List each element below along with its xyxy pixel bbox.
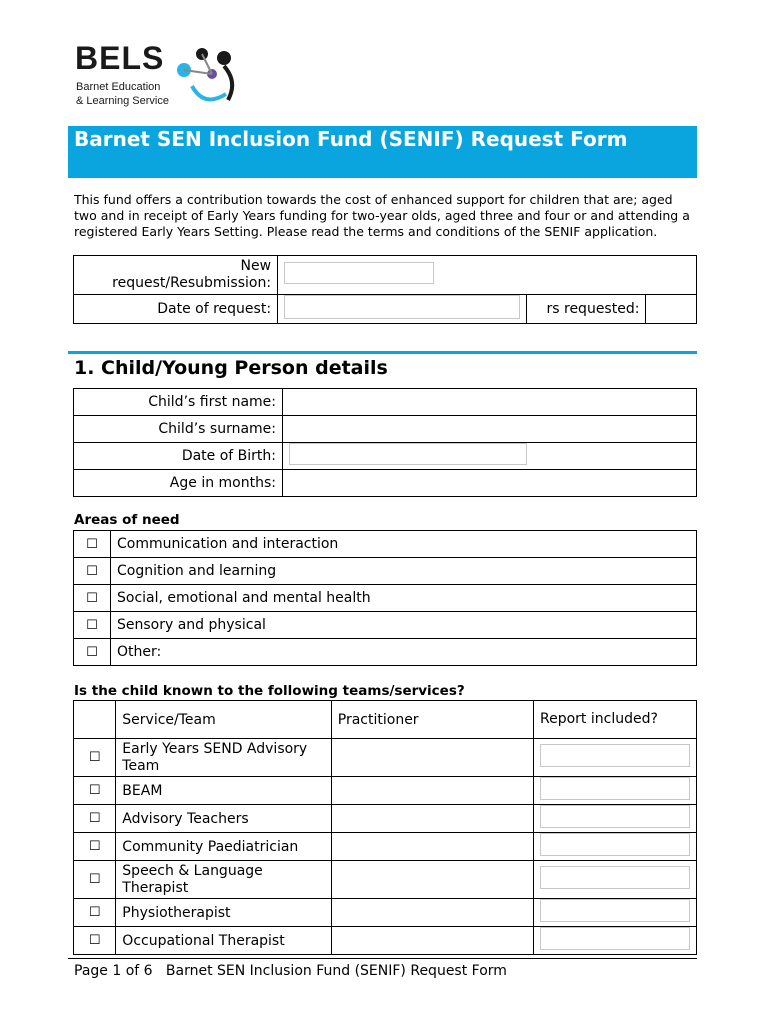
first-name-input[interactable] xyxy=(283,389,697,416)
new-request-cell xyxy=(278,256,697,295)
area-checkbox[interactable]: ☐ xyxy=(74,531,111,558)
first-name-label: Child’s first name: xyxy=(74,389,283,416)
logo-subtitle-line2: & Learning Service xyxy=(76,95,169,107)
report-cell xyxy=(534,805,697,833)
logo-subtitle-line1: Barnet Education xyxy=(76,81,161,93)
areas-table xyxy=(73,530,697,666)
report-cell xyxy=(534,861,697,899)
section-divider xyxy=(68,351,697,354)
service-label: Community Paediatrician xyxy=(116,833,331,861)
page-footer: Page 1 of 6 Barnet SEN Inclusion Fund (SENIF) Request Form xyxy=(74,963,507,979)
footer-divider xyxy=(68,958,697,959)
service-checkbox[interactable]: ☐ xyxy=(74,805,116,833)
new-request-input[interactable] xyxy=(284,262,434,284)
services-header-blank xyxy=(74,701,116,739)
report-input[interactable] xyxy=(540,899,690,922)
areas-heading: Areas of need xyxy=(74,512,180,528)
surname-input[interactable] xyxy=(283,416,697,443)
service-checkbox[interactable]: ☐ xyxy=(74,861,116,899)
service-label: Physiotherapist xyxy=(116,899,331,927)
report-cell xyxy=(534,777,697,805)
area-checkbox[interactable]: ☐ xyxy=(74,639,111,666)
col-service-header: Service/Team xyxy=(116,701,331,739)
date-request-label: Date of request: xyxy=(74,295,278,324)
intro-paragraph: This fund offers a contribution towards the cost of enhanced support for children that are; aged two and in receipt of Early Years funding for two-year olds, aged three and four or and attending a registered Early Years Setting. Please read the terms and conditions of the SENIF application. xyxy=(74,192,690,239)
logo-subtitle xyxy=(76,80,169,108)
area-label: Communication and interaction xyxy=(111,531,697,558)
area-label: Other: xyxy=(111,639,697,666)
logo-wordmark: BELS xyxy=(75,40,165,76)
bels-logo-icon xyxy=(174,46,240,108)
age-input[interactable] xyxy=(283,470,697,497)
service-checkbox[interactable]: ☐ xyxy=(74,777,116,805)
service-label: BEAM xyxy=(116,777,331,805)
child-details-table xyxy=(73,388,697,497)
report-input[interactable] xyxy=(540,805,690,828)
report-input[interactable] xyxy=(540,833,690,856)
practitioner-input[interactable] xyxy=(331,927,533,955)
dob-label: Date of Birth: xyxy=(74,443,283,470)
date-request-cell xyxy=(278,295,527,324)
service-checkbox[interactable]: ☐ xyxy=(74,927,116,955)
area-label: Social, emotional and mental health xyxy=(111,585,697,612)
service-label: Occupational Therapist xyxy=(116,927,331,955)
services-heading: Is the child known to the following teams/services? xyxy=(74,683,465,699)
area-label: Sensory and physical xyxy=(111,612,697,639)
report-cell xyxy=(534,927,697,955)
report-input[interactable] xyxy=(540,744,690,767)
surname-label: Child’s surname: xyxy=(74,416,283,443)
service-checkbox[interactable]: ☐ xyxy=(74,739,116,777)
report-cell xyxy=(534,833,697,861)
dob-input[interactable] xyxy=(289,443,527,465)
practitioner-input[interactable] xyxy=(331,833,533,861)
practitioner-input[interactable] xyxy=(331,805,533,833)
practitioner-input[interactable] xyxy=(331,861,533,899)
service-label: Advisory Teachers xyxy=(116,805,331,833)
area-checkbox[interactable]: ☐ xyxy=(74,612,111,639)
hours-requested-input[interactable] xyxy=(646,295,697,324)
report-input[interactable] xyxy=(540,927,690,950)
col-practitioner-header: Practitioner xyxy=(331,701,533,739)
practitioner-input[interactable] xyxy=(331,899,533,927)
area-checkbox[interactable]: ☐ xyxy=(74,558,111,585)
service-checkbox[interactable]: ☐ xyxy=(74,833,116,861)
dob-cell xyxy=(283,443,697,470)
area-label: Cognition and learning xyxy=(111,558,697,585)
report-cell xyxy=(534,899,697,927)
service-label: Early Years SEND Advisory Team xyxy=(116,739,331,777)
practitioner-input[interactable] xyxy=(331,739,533,777)
practitioner-input[interactable] xyxy=(331,777,533,805)
date-request-input[interactable] xyxy=(284,295,520,319)
report-input[interactable] xyxy=(540,866,690,889)
age-label: Age in months: xyxy=(74,470,283,497)
hours-requested-label: rs requested: xyxy=(527,295,646,324)
report-input[interactable] xyxy=(540,777,690,800)
request-table xyxy=(73,255,697,324)
service-label: Speech & Language Therapist xyxy=(116,861,331,899)
area-checkbox[interactable]: ☐ xyxy=(74,585,111,612)
service-checkbox[interactable]: ☐ xyxy=(74,899,116,927)
report-cell xyxy=(534,739,697,777)
new-request-label: New request/Resubmission: xyxy=(74,256,278,295)
services-table xyxy=(73,700,697,955)
col-report-header: Report included? xyxy=(534,701,697,739)
section1-title: 1. Child/Young Person details xyxy=(74,357,388,379)
page-title: Barnet SEN Inclusion Fund (SENIF) Request Form xyxy=(74,127,628,151)
